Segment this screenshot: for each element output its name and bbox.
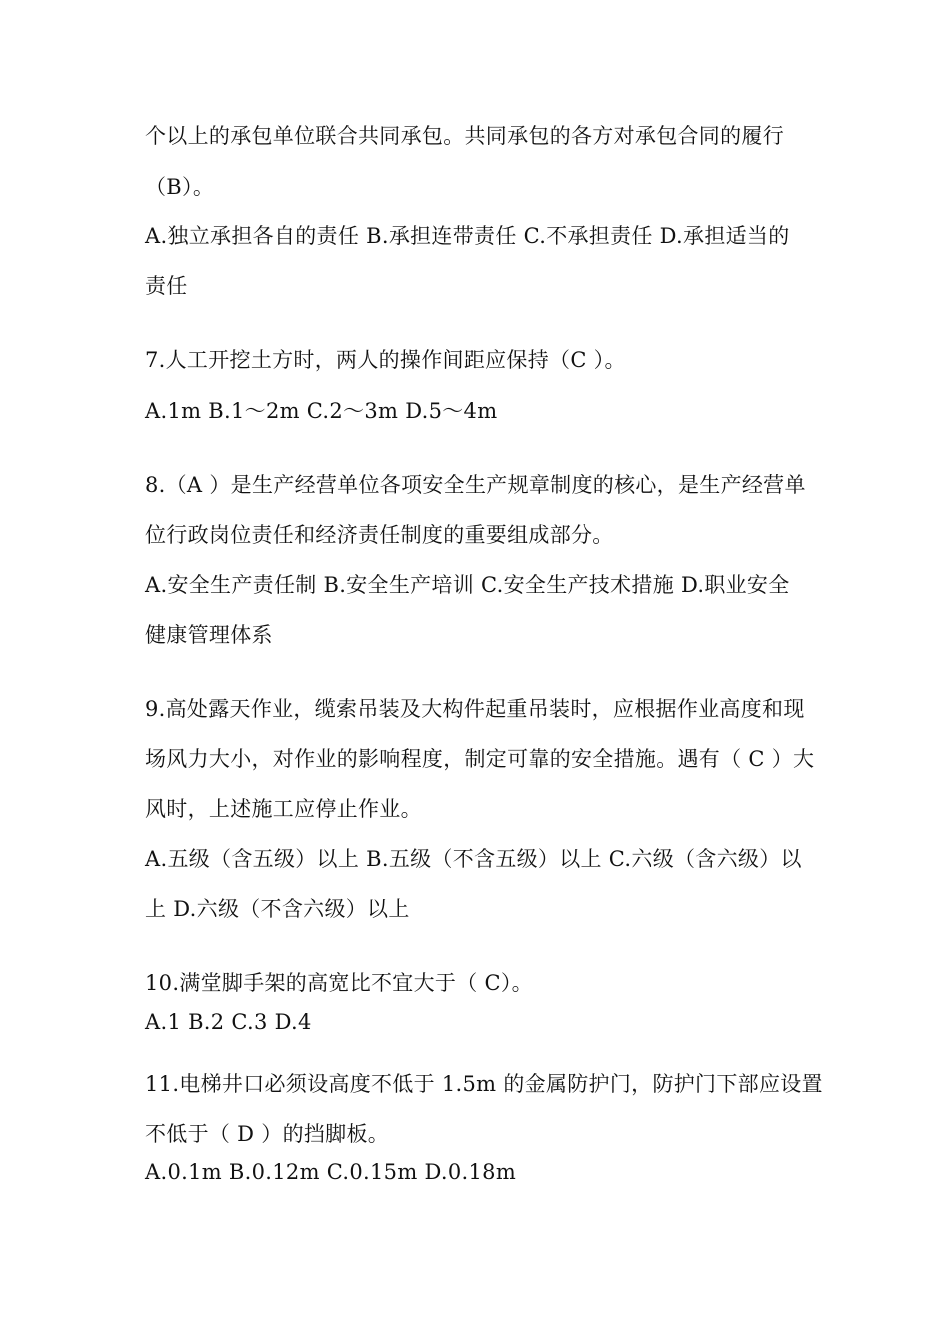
question-line: 10.满堂脚手架的高宽比不宜大于（ C）。 xyxy=(145,971,533,995)
option-line: A.1m B.1～2m C.2～3m D.5～4m xyxy=(145,399,498,423)
question-line: 风时，上述施工应停止作业。 xyxy=(145,797,422,821)
option-line: 上 D.六级（不含六级）以上 xyxy=(145,897,410,921)
question-line: 9.高处露天作业，缆索吊装及大构件起重吊装时，应根据作业高度和现 xyxy=(145,697,805,721)
question-line: 7.人工开挖土方时，两人的操作间距应保持（C ）。 xyxy=(145,348,626,372)
question-line: 位行政岗位责任和经济责任制度的重要组成部分。 xyxy=(145,523,614,547)
question-line: 不低于（ D ）的挡脚板。 xyxy=(145,1122,390,1146)
question-line: 场风力大小，对作业的影响程度，制定可靠的安全措施。遇有（ C ）大 xyxy=(145,747,815,771)
option-line: A.安全生产责任制 B.安全生产培训 C.安全生产技术措施 D.职业安全 xyxy=(145,573,790,597)
option-line: 健康管理体系 xyxy=(145,623,273,647)
option-line: A.五级（含五级）以上 B.五级（不含五级）以上 C.六级（含六级）以 xyxy=(145,847,802,871)
option-line: A.独立承担各自的责任 B.承担连带责任 C.不承担责任 D.承担适当的 xyxy=(145,224,790,248)
question-line: 8.（A ）是生产经营单位各项安全生产规章制度的核心，是生产经营单 xyxy=(145,473,806,497)
option-line: A.0.1m B.0.12m C.0.15m D.0.18m xyxy=(145,1160,517,1184)
question-line: 11.电梯井口必须设高度不低于 1.5m 的金属防护门，防护门下部应设置 xyxy=(145,1072,823,1096)
option-line: A.1 B.2 C.3 D.4 xyxy=(145,1010,312,1034)
text-line: 个以上的承包单位联合共同承包。共同承包的各方对承包合同的履行 xyxy=(145,124,784,148)
text-line: （B）。 xyxy=(145,175,215,199)
option-line: 责任 xyxy=(145,274,188,298)
